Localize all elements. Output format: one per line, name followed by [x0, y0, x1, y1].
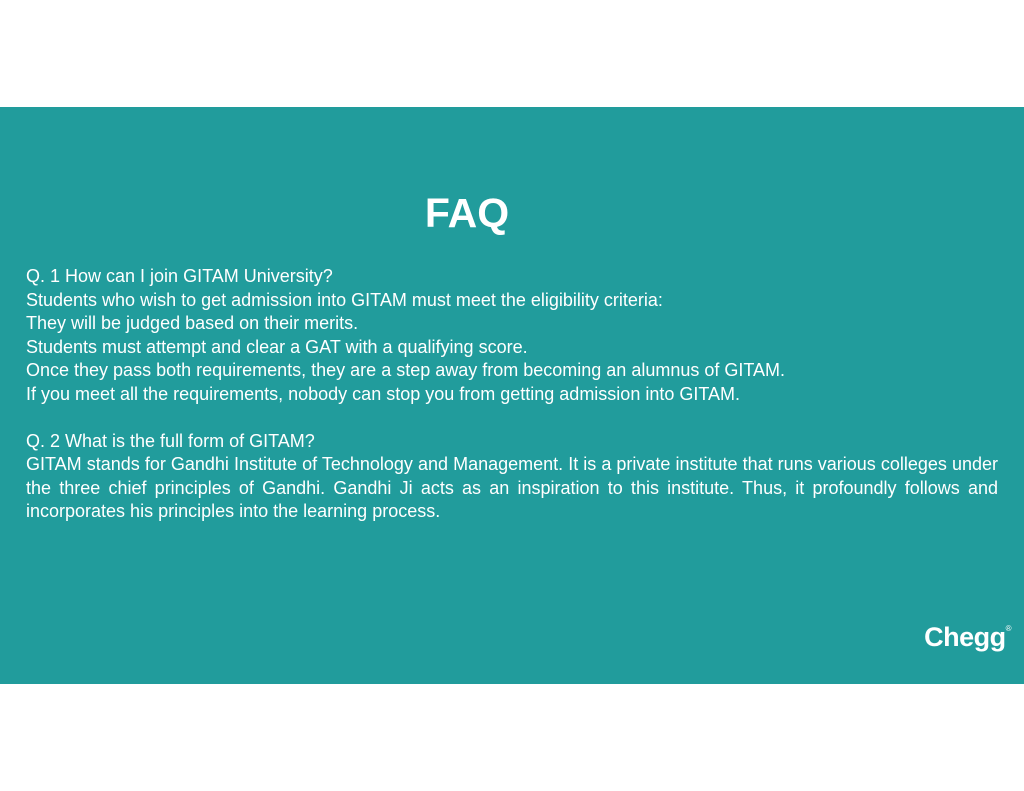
faq-answer-1-line-1: Students who wish to get admission into GITAM must meet the eligibility criteria:: [26, 289, 663, 310]
faq-answer-1-line-2: They will be judged based on their merits.: [26, 313, 359, 333]
faq-body: [26, 265, 998, 524]
slide-title: FAQ: [424, 190, 510, 236]
faq-answer-2: GITAM stands for Gandhi Institute of Technology and Management. It is a private institute that runs various colleges under the three chief principles of Gandhi. Gandhi Ji acts as an inspiration to this institute. Thus, it profoundly follows and incorporates his principles into the learning process.: [26, 454, 998, 521]
faq-question-1: Q. 1 How can I join GITAM University?: [26, 266, 333, 286]
faq-answer-1-line-4: Once they pass both requirements, they are a step away from becoming an alumnus of GITAM.: [26, 360, 786, 380]
registered-mark: ®: [1005, 624, 1011, 633]
faq-answer-1-line-3: Students must attempt and clear a GAT with a qualifying score.: [26, 336, 528, 357]
chegg-logo-text: Chegg: [924, 622, 1006, 652]
chegg-logo: [924, 622, 1011, 653]
faq-slide: [0, 107, 1024, 684]
faq-answer-1-line-5: If you meet all the requirements, nobody can stop you from getting admission into GITAM.: [26, 383, 741, 404]
faq-question-2: Q. 2 What is the full form of GITAM?: [26, 430, 315, 451]
spacer: [26, 406, 998, 430]
